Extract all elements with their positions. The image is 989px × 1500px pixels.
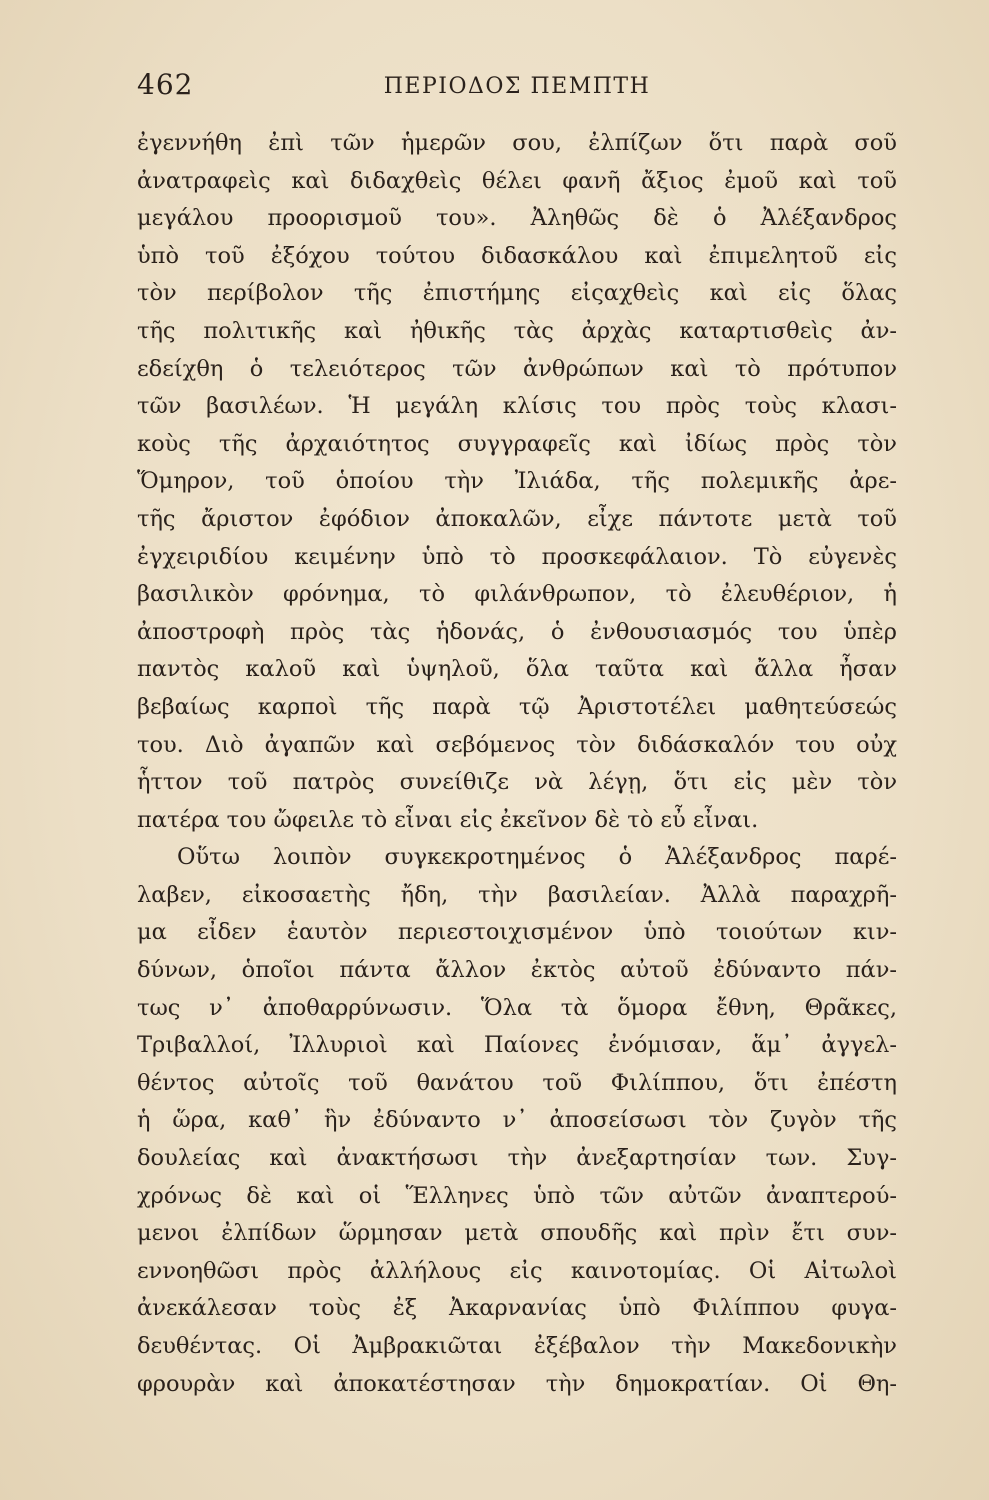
text-line: του. Διὸ ἀγαπῶν καὶ σεβόμενος τὸν διδάσκαλόν του οὐχ: [137, 731, 897, 758]
text-line: Ὅμηρον, τοῦ ὁποίου τὴν Ἰλιάδα, τῆς πολεμικῆς ἀρε-: [137, 468, 897, 495]
text-line: μεγάλου προορισμοῦ του». Ἀληθῶς δὲ ὁ Ἀλέξανδρος: [137, 205, 897, 232]
text-line: χρόνως δὲ καὶ οἱ Ἕλληνες ὑπὸ τῶν αὐτῶν ἀναπτερού-: [137, 1182, 897, 1209]
text-line: εδείχθη ὁ τελειότερος τῶν ἀνθρώπων καὶ τὸ πρότυπον: [137, 355, 897, 382]
text-line: θέντος αὐτοῖς τοῦ θανάτου τοῦ Φιλίππου, ὅτι ἐπέστη: [137, 1069, 897, 1096]
text-line: μενοι ἐλπίδων ὥρμησαν μετὰ σπουδῆς καὶ πρὶν ἔτι συν-: [137, 1220, 897, 1247]
page-number: 462: [137, 68, 194, 101]
text-line: βεβαίως καρποὶ τῆς παρὰ τῷ Ἀριστοτέλει μαθητεύσεώς: [137, 693, 897, 720]
text-line: τὸν περίβολον τῆς ἐπιστήμης εἰςαχθεὶς καὶ εἰς ὅλας: [137, 280, 897, 307]
text-line: τῆς ἄριστον ἐφόδιον ἀποκαλῶν, εἶχε πάντοτε μετὰ τοῦ: [137, 505, 897, 532]
text-line: δουλείας καὶ ἀνακτήσωσι τὴν ἀνεξαρτησίαν των. Συγ-: [137, 1145, 897, 1172]
body-text: [137, 125, 897, 1403]
text-line: παντὸς καλοῦ καὶ ὑψηλοῦ, ὅλα ταῦτα καὶ ἄλλα ἦσαν: [137, 656, 897, 683]
text-line: Οὕτω λοιπὸν συγκεκροτημένος ὁ Ἀλέξανδρος παρέ-: [177, 844, 897, 871]
text-line: τως ν᾽ ἀποθαρρύνωσιν. Ὅλα τὰ ὅμορα ἔθνη, Θρᾶκες,: [137, 994, 897, 1021]
text-line: βασιλικὸν φρόνημα, τὸ φιλάνθρωπον, τὸ ἐλευθέριον, ἡ: [137, 581, 897, 608]
text-line: δύνων, ὁποῖοι πάντα ἄλλον ἐκτὸς αὐτοῦ ἐδύναντο πάν-: [137, 957, 897, 984]
text-line: ἐγεννήθη ἐπὶ τῶν ἡμερῶν σου, ἐλπίζων ὅτι παρὰ σοῦ: [137, 130, 897, 156]
text-line: ἀνεκάλεσαν τοὺς ἐξ Ἀκαρνανίας ὑπὸ Φιλίππου φυγα-: [137, 1295, 897, 1322]
text-line: τῶν βασιλέων. Ἡ μεγάλη κλίσις του πρὸς τοὺς κλασι-: [137, 393, 897, 420]
text-line: φρουρὰν καὶ ἀποκατέστησαν τὴν δημοκρατίαν. Οἱ Θη-: [137, 1370, 897, 1397]
text-line: ἧττον τοῦ πατρὸς συνείθιζε νὰ λέγῃ, ὅτι εἰς μὲν τὸν: [137, 769, 897, 796]
text-line: ἀποστροφὴ πρὸς τὰς ἡδονάς, ὁ ἐνθουσιασμός του ὑπὲρ: [137, 618, 897, 645]
text-line: πατέρα του ὤφειλε τὸ εἶναι εἰς ἐκεῖνον δὲ τὸ εὖ εἶναι.: [137, 806, 759, 833]
text-line: μα εἶδεν ἑαυτὸν περιεστοιχισμένον ὑπὸ τοιούτων κιν-: [137, 919, 897, 946]
text-line: ἐγχειριδίου κειμένην ὑπὸ τὸ προσκεφάλαιον. Τὸ εὐγενὲς: [137, 543, 897, 570]
page-header: [137, 62, 897, 112]
text-line: ἡ ὥρα, καθ᾽ ἣν ἐδύναντο ν᾽ ἀποσείσωσι τὸν ζυγὸν τῆς: [137, 1107, 897, 1134]
text-line: λαβεν, εἰκοσαετὴς ἤδη, τὴν βασιλείαν. Ἀλλὰ παραχρῆ-: [137, 881, 897, 908]
text-line: εννοηθῶσι πρὸς ἀλλήλους εἰς καινοτομίας. Οἱ Αἰτωλοὶ: [137, 1257, 897, 1284]
text-line: ὑπὸ τοῦ ἐξόχου τούτου διδασκάλου καὶ ἐπιμελητοῦ εἰς: [137, 242, 897, 269]
running-head: ΠΕΡΙΟΔΟΣ ΠΕΜΠΤΗ: [383, 74, 651, 99]
text-line: ἀνατραφεὶς καὶ διδαχθεὶς θέλει φανῆ ἄξιος ἐμοῦ καὶ τοῦ: [137, 167, 897, 194]
text-line: δευθέντας. Οἱ Ἀμβρακιῶται ἐξέβαλον τὴν Μακεδονικὴν: [137, 1333, 897, 1359]
text-line: τῆς πολιτικῆς καὶ ἠθικῆς τὰς ἀρχὰς καταρτισθεὶς ἀν-: [137, 317, 897, 344]
text-line: κοὺς τῆς ἀρχαιότητος συγγραφεῖς καὶ ἰδίως πρὸς τὸν: [137, 430, 897, 457]
text-line: Τριβαλλοί, Ἰλλυριοὶ καὶ Παίονες ἐνόμισαν, ἅμ᾽ ἀγγελ-: [137, 1032, 897, 1059]
